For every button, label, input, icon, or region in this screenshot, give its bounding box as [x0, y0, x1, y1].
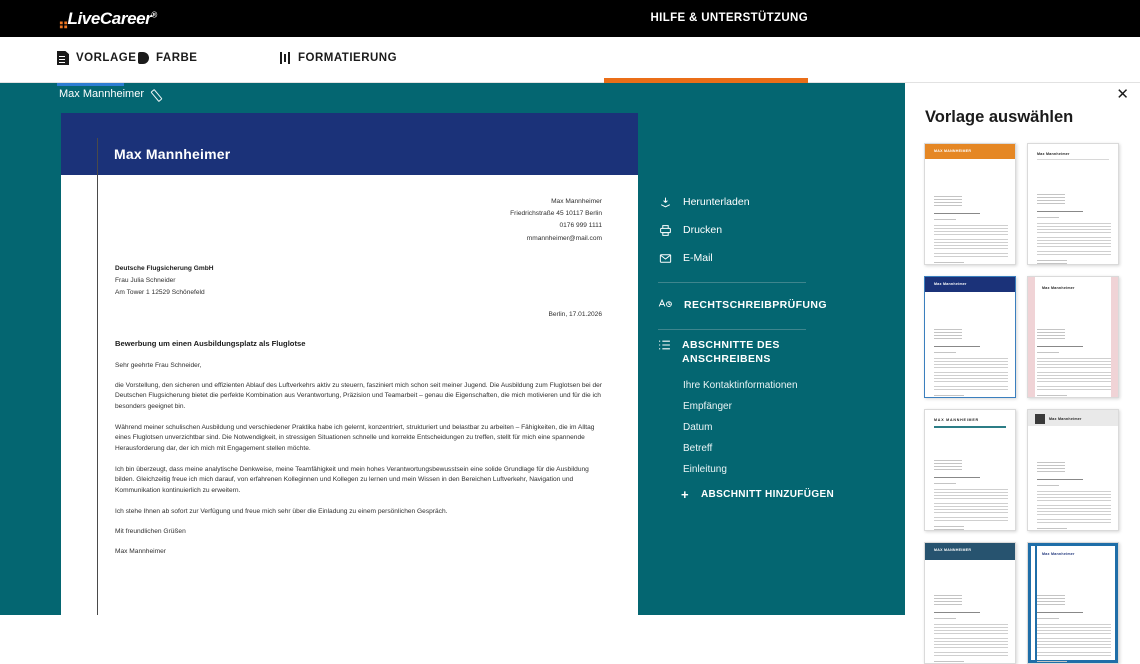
- document-icon: [57, 51, 69, 65]
- contact-address: Friedrichstraße 45 10117 Berlin: [510, 210, 602, 218]
- envelope-icon: [658, 251, 672, 265]
- print-label: Drucken: [683, 224, 723, 236]
- edit-pencil-icon[interactable]: [152, 88, 164, 100]
- letter-contact-block[interactable]: [510, 196, 602, 245]
- letter-paragraph-4: Ich stehe Ihnen ab sofort zur Verfügung und freue mich sehr über die Einladung zu einem persönlichen Gespräch.: [115, 507, 448, 515]
- paint-roller-icon: [138, 52, 149, 64]
- add-section-button[interactable]: [658, 488, 858, 501]
- sidebar-section-einleitung[interactable]: Einleitung: [683, 464, 727, 476]
- letter-signature: Max Mannheimer: [115, 548, 166, 556]
- logo-trademark: ®: [151, 10, 157, 20]
- download-action[interactable]: [658, 188, 858, 216]
- sections-list: [658, 375, 858, 480]
- panel-title: Vorlage auswählen: [925, 108, 1074, 126]
- letter-salutation: Sehr geehrte Frau Schneider,: [115, 362, 202, 369]
- letter-subject[interactable]: Bewerbung um einen Ausbildungsplatz als Fluglotse: [115, 339, 306, 348]
- letter-closing: Mit freundlichen Grüßen: [115, 528, 186, 536]
- template-thumbnail-t2[interactable]: Max Mannheimer: [1027, 143, 1119, 265]
- sections-heading[interactable]: [658, 338, 858, 366]
- list-icon: [658, 339, 671, 354]
- printer-icon: [658, 223, 672, 237]
- spellcheck-icon: [658, 297, 673, 313]
- sections-heading-label: ABSCHNITTE DES ANSCHREIBENS: [682, 339, 780, 366]
- active-tab-indicator: [57, 83, 124, 86]
- letter-paragraph-3: Ich bin überzeugt, dass meine analytische Denkweise, meine Teamfähigkeit und mein hohes Verantwortungsbewusstsein eine solide Grundlage für die Ausbildung bilden. Gleichzeitig freue ich mich darauf, von erfahrenen Kolleginnen und Kollegen zu lernen und mein Wissen in den Bereichen Luftverkehr, Navigation und Kommunikation kontinuierlich zu erweitern.: [115, 465, 589, 495]
- letter-dateline[interactable]: Berlin, 17.01.2026: [548, 311, 602, 318]
- template-thumbnail-t7[interactable]: MAX MANNHEIMER: [924, 542, 1016, 664]
- toolbar-formatierung-label: FORMATIERUNG: [298, 51, 398, 64]
- sidebar-divider-1: [658, 282, 806, 283]
- cover-letter-page[interactable]: [61, 113, 638, 615]
- template-thumbnail-t5[interactable]: MAX MANNHEIMER: [924, 409, 1016, 531]
- letter-header-name: Max Mannheimer: [114, 146, 231, 162]
- template-thumbnail-t1[interactable]: MAX MANNHEIMER: [924, 143, 1016, 265]
- toolbar-vorlage-button[interactable]: [57, 51, 136, 65]
- document-name-field[interactable]: [59, 88, 164, 100]
- logo-text: LiveCareer: [67, 9, 152, 28]
- template-thumbnail-t4[interactable]: Max Mannheimer: [1027, 276, 1119, 398]
- letter-paragraph-1: die Vorstellung, den sicheren und effizienten Ablauf des Luftverkehrs aktiv zu steuern, fasziniert mich schon seit meiner Jugend. Die Ausbildung zum Fluglotsen bei der Deutschen Flugsicherung bietet die perfekte Kombination aus Verantwortung, Präzision und Teamarbeit – genau die Eigenschaften, die mich motivieren und für die ich besonders geeignet bin.: [115, 381, 602, 411]
- sidebar-section-empfaenger[interactable]: Empfänger: [683, 401, 732, 413]
- contact-email: mmannheimer@mail.com: [526, 234, 602, 242]
- print-action[interactable]: [658, 216, 858, 244]
- recipient-address: Am Tower 1 12529 Schönefeld: [115, 289, 205, 297]
- toolbar-farbe-label: FARBE: [156, 51, 198, 64]
- sidebar-section-kontaktinformationen[interactable]: Ihre Kontaktinformationen: [683, 380, 798, 392]
- download-label: Herunterladen: [683, 196, 750, 208]
- logo-dots-icon: ⣤: [58, 12, 67, 29]
- letter-recipient-block[interactable]: [115, 263, 214, 300]
- sidebar-divider-2: [658, 329, 806, 330]
- top-bar: [0, 0, 1140, 37]
- livecareer-logo[interactable]: [58, 9, 157, 29]
- editor-toolbar: [0, 37, 1140, 83]
- email-action[interactable]: [658, 244, 858, 272]
- spellcheck-label: RECHTSCHREIBPRÜFUNG: [684, 299, 827, 311]
- letter-content[interactable]: [115, 361, 604, 567]
- letter-header-banner: [61, 113, 638, 175]
- spellcheck-action[interactable]: [658, 291, 858, 319]
- toolbar-vorlage-label: VORLAGE: [76, 52, 137, 64]
- download-icon: [658, 195, 672, 209]
- contact-phone: 0176 999 1111: [559, 222, 602, 230]
- contact-name: Max Mannheimer: [551, 198, 602, 205]
- document-name-label: Max Mannheimer: [59, 88, 144, 100]
- template-thumbnail-t8[interactable]: Max Mannheimer: [1027, 542, 1119, 664]
- letter-paragraph-2: Während meiner schulischen Ausbildung und verschiedener Praktika habe ich gelernt, konzentriert, strukturiert und belastbar zu arbeiten – Fähigkeiten, die im Alltag eines Fluglotsen unverzichtbar sind. Die Notwendigkeit, in stressigen Situationen schnelle und korrekte Entscheidungen zu treffen, stellt für mich eine spannende Herausforderung dar, der ich mich mit Engagement stellen möchte.: [115, 423, 595, 453]
- sidebar-section-datum[interactable]: Datum: [683, 422, 713, 434]
- add-section-label: ABSCHNITT HINZUFÜGEN: [700, 489, 835, 501]
- sidebar-section-betreff[interactable]: Betreff: [683, 443, 713, 455]
- recipient-company: Deutsche Flugsicherung GmbH: [115, 265, 214, 272]
- template-grid: [924, 143, 1119, 664]
- email-label: E-Mail: [683, 252, 713, 264]
- letter-vertical-rule: [97, 138, 98, 615]
- template-picker-panel: [905, 83, 1140, 615]
- recipient-person: Frau Julia Schneider: [115, 277, 176, 285]
- formatting-icon: [280, 52, 291, 64]
- template-thumbnail-t6[interactable]: Max Mannheimer: [1027, 409, 1119, 531]
- plus-icon: +: [681, 487, 689, 503]
- toolbar-farbe-button[interactable]: [138, 51, 197, 64]
- template-thumbnail-t3[interactable]: Max Mannheimer: [924, 276, 1016, 398]
- toolbar-formatierung-button[interactable]: [280, 51, 397, 64]
- help-and-support-link[interactable]: HILFE & UNTERSTÜTZUNG: [650, 12, 808, 24]
- document-actions-sidebar: [658, 188, 858, 501]
- close-icon[interactable]: ✕: [1116, 86, 1129, 103]
